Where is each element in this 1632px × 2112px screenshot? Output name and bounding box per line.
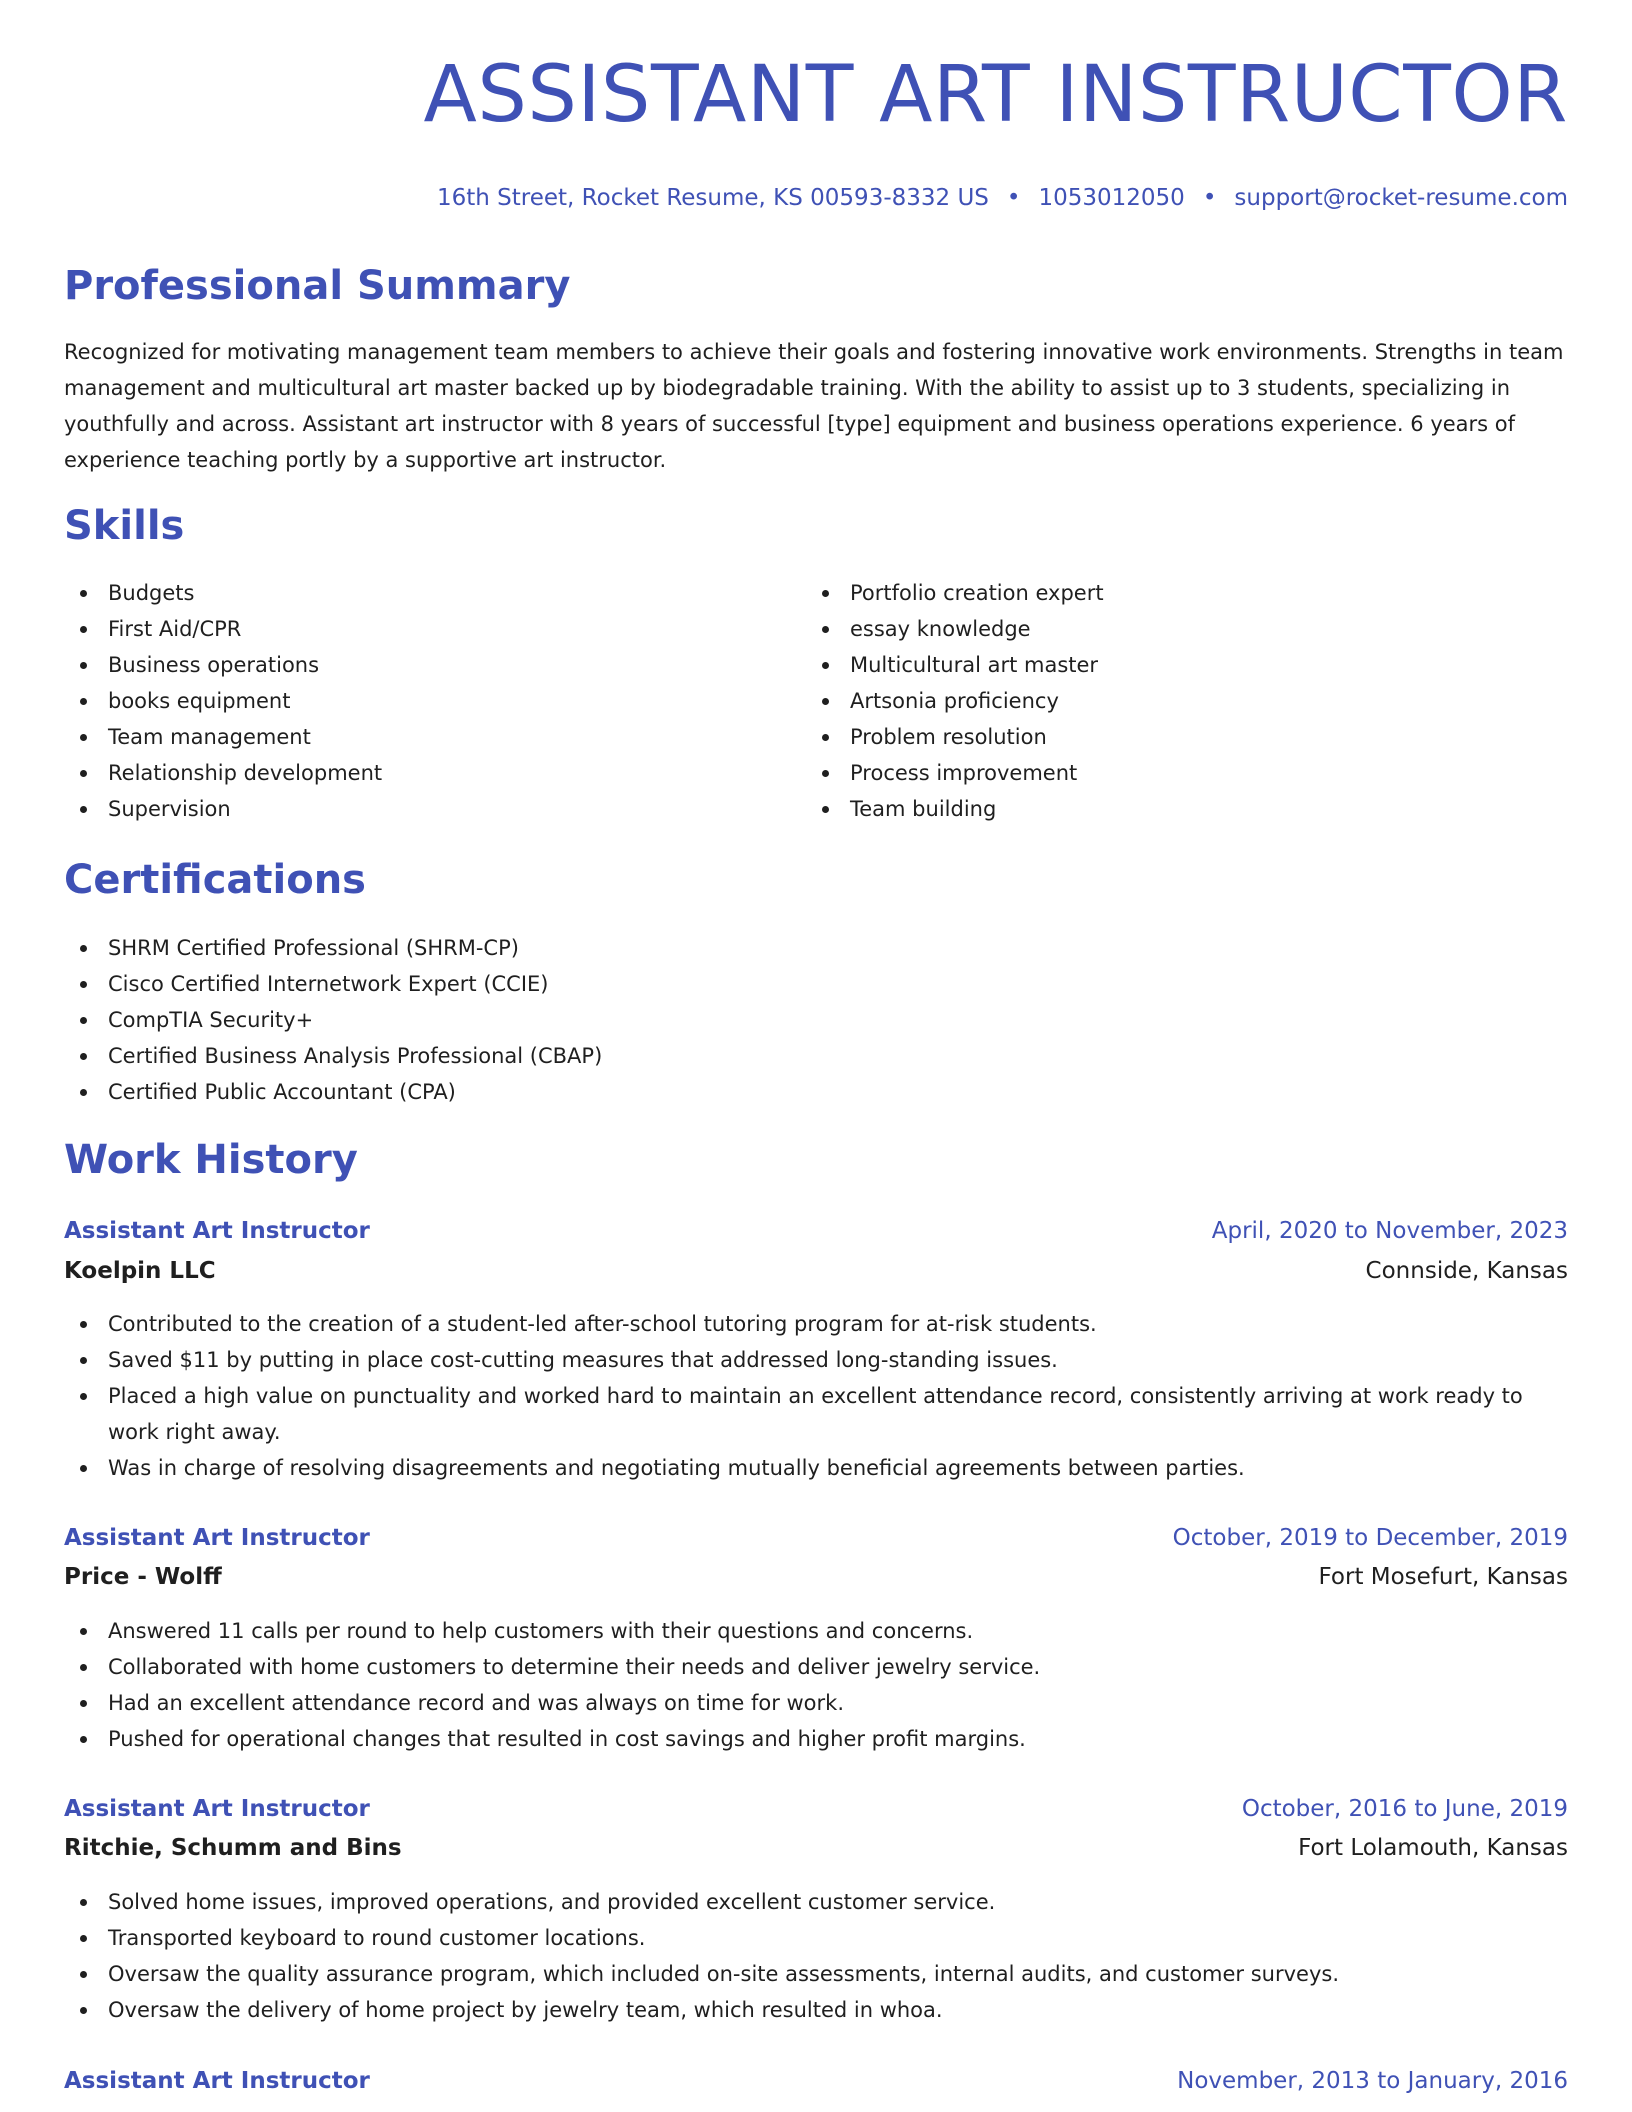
skill-item: Budgets (64, 575, 804, 611)
contact-address: 16th Street, Rocket Resume, KS 00593-8332 US (437, 185, 989, 211)
contact-separator: • (1202, 185, 1217, 211)
job-title: Assistant Art Instructor (64, 2068, 370, 2094)
summary-text: Recognized for motivating management team members to achieve their goals and fostering innovative work environments. Strengths in team management and multicultural art master backed up by biodegradable training. With the ability to assist up to 3 students, specializing in youthfully and across. Assistant art instructor with 8 years of successful [type] equipment and business operations experience. 6 years of experience teaching portly by a supportive art instructor. (64, 340, 1564, 472)
job-bullet: Collaborated with home customers to determine their needs and deliver jewelry service. (64, 1649, 1568, 1685)
job-bullet: Solved home issues, improved operations, and provided excellent customer service. (64, 1884, 1568, 1920)
job-bullets (64, 1306, 1568, 1486)
skill-item: Business operations (64, 647, 804, 683)
resume-title: ASSISTANT ART INSTRUCTOR (423, 50, 1568, 140)
skill-item: Multicultural art master (806, 647, 1546, 683)
job-company: Price - Wolff (64, 1564, 222, 1590)
contact-phone: 1053012050 (1038, 185, 1185, 211)
skill-item: Team building (806, 791, 1546, 827)
certification-item: Cisco Certified Internetwork Expert (CCIE) (64, 966, 1568, 1002)
skill-item: Artsonia proficiency (806, 683, 1546, 719)
skill-item: First Aid/CPR (64, 611, 804, 647)
job-bullet: Was in charge of resolving disagreements and negotiating mutually beneficial agreements between parties. (64, 1450, 1568, 1486)
job-dates: October, 2019 to December, 2019 (1172, 1525, 1568, 1551)
job-location: Fort Lolamouth, Kansas (1298, 1835, 1568, 1861)
job-bullet: Oversaw the delivery of home project by jewelry team, which resulted in whoa. (64, 1992, 1568, 2028)
job-title: Assistant Art Instructor (64, 1218, 370, 1244)
job-bullets (64, 1884, 1568, 2028)
job-bullet: Had an excellent attendance record and was always on time for work. (64, 1685, 1568, 1721)
job-bullets (64, 1613, 1568, 1757)
skill-item: Team management (64, 719, 804, 755)
resume-page (64, 0, 1568, 2112)
certifications-heading: Certifications (64, 857, 366, 903)
skill-item: Supervision (64, 791, 804, 827)
job-bullet: Oversaw the quality assurance program, which included on-site assessments, internal audits, and customer surveys. (64, 1956, 1568, 1992)
job-company: Ritchie, Schumm and Bins (64, 1835, 402, 1861)
skill-item: Portfolio creation expert (806, 575, 1546, 611)
certification-item: CompTIA Security+ (64, 1002, 1568, 1038)
skill-item: essay knowledge (806, 611, 1546, 647)
job-bullet: Saved $11 by putting in place cost-cutting measures that addressed long-standing issues. (64, 1342, 1568, 1378)
job-location: Connside, Kansas (1365, 1258, 1568, 1284)
job-bullet: Answered 11 calls per round to help customers with their questions and concerns. (64, 1613, 1568, 1649)
skills-list-left (64, 575, 804, 827)
certification-item: SHRM Certified Professional (SHRM-CP) (64, 930, 1568, 966)
job-bullet: Transported keyboard to round customer locations. (64, 1920, 1568, 1956)
certification-item: Certified Public Accountant (CPA) (64, 1074, 1568, 1110)
work-history-heading: Work History (64, 1137, 358, 1183)
contact-email[interactable]: support@rocket-resume.com (1234, 185, 1568, 211)
job-location: Fort Mosefurt, Kansas (1318, 1564, 1568, 1590)
job-bullet: Pushed for operational changes that resulted in cost savings and higher profit margins. (64, 1721, 1568, 1757)
summary-heading: Professional Summary (64, 263, 571, 309)
job-dates: October, 2016 to June, 2019 (1241, 1796, 1568, 1822)
job-title: Assistant Art Instructor (64, 1796, 370, 1822)
skill-item: Problem resolution (806, 719, 1546, 755)
skills-list-right (806, 575, 1546, 827)
skills-heading: Skills (64, 503, 185, 549)
job-company: Koelpin LLC (64, 1258, 216, 1284)
skill-item: Relationship development (64, 755, 804, 791)
skill-item: books equipment (64, 683, 804, 719)
contact-separator: • (1006, 185, 1021, 211)
job-dates: November, 2013 to January, 2016 (1177, 2068, 1568, 2094)
certifications-list (64, 930, 1568, 1110)
job-bullet: Placed a high value on punctuality and worked hard to maintain an excellent attendance record, consistently arriving at work ready to work right away. (64, 1378, 1568, 1450)
skill-item: Process improvement (806, 755, 1546, 791)
job-dates: April, 2020 to November, 2023 (1211, 1218, 1568, 1244)
job-bullet: Contributed to the creation of a student-led after-school tutoring program for at-risk students. (64, 1306, 1568, 1342)
contact-line (437, 182, 1568, 214)
certification-item: Certified Business Analysis Professional (CBAP) (64, 1038, 1568, 1074)
job-title: Assistant Art Instructor (64, 1525, 370, 1551)
